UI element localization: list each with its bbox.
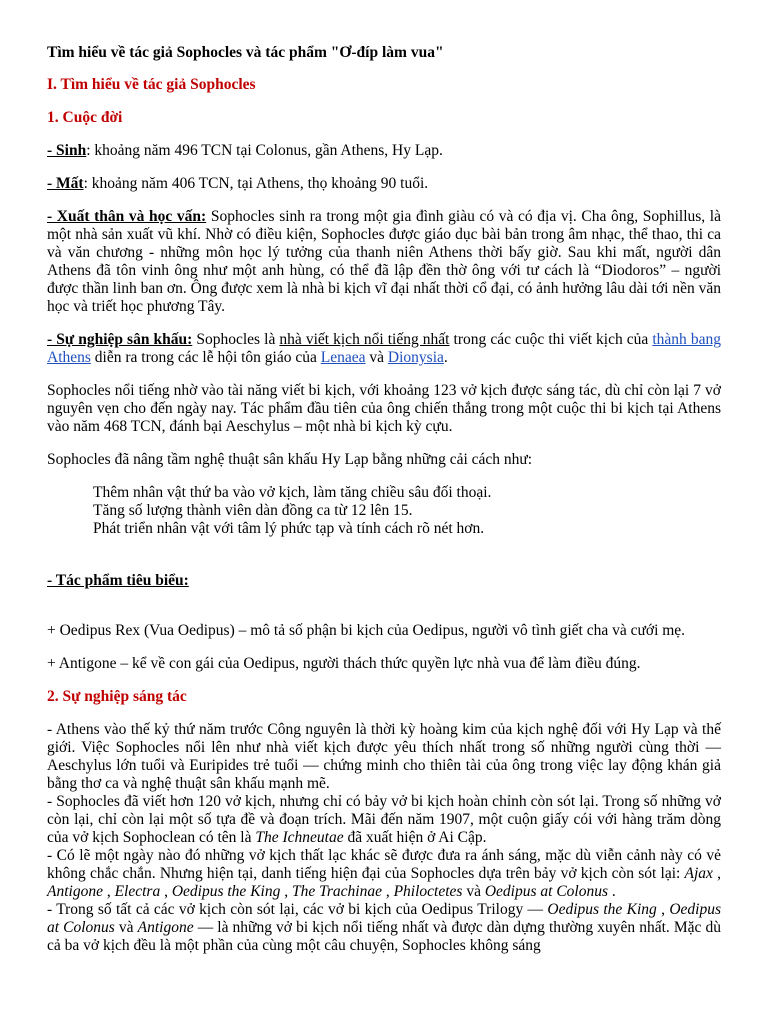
play-title: Antigone (137, 919, 194, 936)
birth-text: : khoảng năm 496 TCN tại Colonus, gần Athens, Hy Lạp. (86, 142, 443, 159)
p4-text-a: - Trong số tất cả các vở kịch còn sót lại, các vở bi kịch của Oedipus Trilogy — (47, 901, 548, 918)
play-title: Philoctetes (393, 883, 463, 900)
death-label: - Mất (47, 175, 84, 192)
play-title: Oedipus at Colonus (484, 883, 609, 900)
link-athens[interactable]: Athens (47, 349, 91, 366)
career-paragraph-4 (47, 901, 721, 955)
separator: . (608, 883, 616, 900)
separator: , (381, 883, 394, 900)
p3-text-a: - Có lẽ một ngày nào đó những vở kịch thất lạc khác sẽ được đưa ra ánh sáng, mặc dù viễn cảnh này có vẻ không chắc chắn. Nhưng hiện tại, danh tiếng hiện đại của Sophocles dựa trên bảy vở kịch còn sót lại: (47, 847, 721, 882)
famous-paragraph: Sophocles nổi tiếng nhờ vào tài năng viết bi kịch, với khoảng 123 vở kịch được sáng tác, dù chỉ còn lại 7 vở nguyên vẹn cho đến ngày nay. Tác phẩm đầu tiên của ông chiến thắng trong một cuộc thi bi kịch tại Athens vào năm 468 TCN, đánh bại Aeschylus – một nhà bi kịch kỳ cựu. (47, 382, 721, 435)
career-paragraph (47, 331, 721, 367)
subsection-heading-career: 2. Sự nghiệp sáng tác (47, 688, 187, 705)
separator: , (280, 883, 292, 900)
death-text: : khoảng năm 406 TCN, tại Athens, thọ khoảng 90 tuổi. (83, 175, 429, 192)
work-item-oedipus: + Oedipus Rex (Vua Oedipus) – mô tả số phận bi kịch của Oedipus, người vô tình giết cha và cưới mẹ. (47, 622, 686, 639)
play-title: Ajax (684, 865, 713, 882)
reforms-intro: Sophocles đã nâng tầm nghệ thuật sân khấu Hy Lạp bằng những cải cách như: (47, 451, 533, 468)
list-item: Tăng số lượng thành viên dàn đồng ca từ 12 lên 15. (93, 502, 413, 519)
play-title: Oedipus the King (171, 883, 281, 900)
p2-text-b: đã xuất hiện ở Ai Cập. (343, 829, 487, 846)
career-text-4: và (365, 349, 388, 366)
career-paragraph-1: - Athens vào thế kỷ thứ năm trước Công nguyên là thời kỳ hoàng kim của kịch nghệ đối với Hy Lạp và thế giới. Việc Sophocles nổi lên như nhà viết kịch được yêu thích nhất trong số những người cùng thời — Aeschylus lớn tuổi và Euripides trẻ tuổi — chứng minh cho thiên tài của ông trong việc lay động khán giả bằng thơ ca và nghệ thuật sân khấu mạnh mẽ. (47, 721, 721, 792)
play-title: Antigone (47, 883, 103, 900)
work-item-antigone: + Antigone – kể về con gái của Oedipus, người thách thức quyền lực nhà vua để làm điều đúng. (47, 655, 641, 672)
origin-paragraph (47, 208, 721, 316)
birth-paragraph (47, 142, 721, 160)
play-title: Electra (114, 883, 161, 900)
career-text-1: Sophocles là (192, 331, 280, 348)
reforms-list (93, 484, 721, 538)
career-paragraph-2 (47, 793, 721, 847)
separator: và (114, 919, 138, 936)
separator: , (712, 865, 721, 882)
play-title: Oedipus at Colonus (47, 901, 722, 936)
separator: và (462, 883, 485, 900)
birth-label: - Sinh (47, 142, 87, 159)
career-text-3: diễn ra trong các lễ hội tôn giáo của (90, 349, 321, 366)
career-text-5: . (443, 349, 448, 366)
separator: , (102, 883, 115, 900)
title-ichneutae: The Ichneutae (255, 829, 344, 846)
separator: , (656, 901, 670, 918)
play-title: Oedipus the King (547, 901, 657, 918)
career-underlined: nhà viết kịch nổi tiếng nhất (279, 331, 450, 348)
p4-text-b: — là những vở bi kịch nổi tiếng nhất và được dàn dựng thường xuyên nhất. Mặc dù cả ba vở kịch đều là một phần của cùng một câu chuyện, Sophocles không sáng (47, 919, 721, 954)
origin-label: - Xuất thân và học vấn: (47, 208, 207, 225)
career-text-2: trong các cuộc thi viết kịch của (449, 331, 653, 348)
subsection-heading-life: 1. Cuộc đời (47, 109, 123, 126)
separator: , (160, 883, 172, 900)
list-item: Thêm nhân vật thứ ba vào vở kịch, làm tăng chiều sâu đối thoại. (93, 484, 492, 501)
play-title: The Trachinae (291, 883, 382, 900)
p2-text-a: - Sophocles đã viết hơn 120 vở kịch, nhưng chỉ có bảy vở bi kịch hoàn chỉnh còn sót lại. Trong số những vở còn lại, chỉ còn lại một số tựa đề và đoạn trích. Mãi đến năm 1907, một cuộn giấy cói với hàng trăm dòng của vở kịch Sophoclean có tên là (47, 793, 721, 846)
link-thanh-bang[interactable]: thành bang (652, 331, 721, 348)
works-label: - Tác phẩm tiêu biểu: (47, 572, 189, 589)
section-heading: I. Tìm hiểu về tác giả Sophocles (47, 76, 256, 93)
link-dionysia[interactable]: Dionysia (387, 349, 444, 366)
document-body (47, 44, 721, 955)
link-lenaea[interactable]: Lenaea (320, 349, 366, 366)
career-label: - Sự nghiệp sân khấu: (47, 331, 193, 348)
death-paragraph (47, 175, 721, 193)
career-paragraph-3 (47, 847, 721, 901)
origin-text: Sophocles sinh ra trong một gia đình giàu có và có địa vị. Cha ông, Sophillus, là một nhà sản xuất vũ khí. Nhờ có điều kiện, Sophocles được giáo dục bài bản trong âm nhạc, thể thao, thi ca và văn chương - những môn học lý tưởng của thanh niên Athens thời bấy giờ. Sau khi mất, người dân Athens đã tôn vinh ông như một anh hùng, có thể đã lập đền thờ ông với tư cách là “Diodoros” – người được thần linh ban ơn. Ông được xem là nhà bi kịch vĩ đại nhất thời cổ đại, có ảnh hưởng lâu dài tới nền văn học và triết học phương Tây. (47, 208, 721, 315)
document-title: Tìm hiểu về tác giả Sophocles và tác phẩm "Ơ-đíp làm vua" (47, 44, 444, 61)
list-item: Phát triển nhân vật với tâm lý phức tạp và tính cách rõ nét hơn. (93, 520, 485, 537)
